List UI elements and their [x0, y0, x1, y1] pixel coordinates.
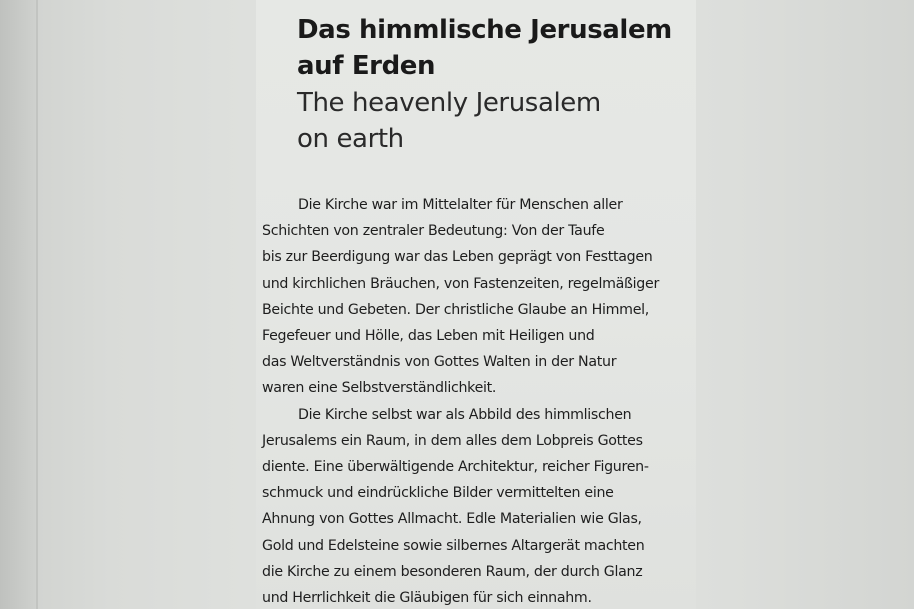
paragraph-2-line: schmuck und eindrückliche Bilder vermittelten eine [262, 485, 614, 502]
paragraph-2-line: Ahnung von Gottes Allmacht. Edle Materialien wie Glas, [262, 511, 642, 528]
title-english [297, 85, 697, 157]
paragraph-1-line: Schichten von zentraler Bedeutung: Von der Taufe [262, 223, 605, 240]
paragraph-1 [262, 192, 692, 402]
paragraph-2-line: und Herrlichkeit die Gläubigen für sich einnahm. [262, 590, 592, 607]
paragraph-1-line: bis zur Beerdigung war das Leben geprägt von Festtagen [262, 249, 653, 266]
paragraph-2 [262, 402, 692, 609]
wall-edge [0, 0, 36, 609]
paragraph-1-line: Beichte und Gebeten. Der christliche Glaube an Himmel, [262, 301, 649, 318]
title-german [297, 12, 697, 84]
paragraph-1-line: das Weltverständnis von Gottes Walten in der Natur [262, 354, 617, 371]
paragraph-2-line: Jerusalems ein Raum, in dem alles dem Lobpreis Gottes [262, 432, 643, 449]
title-german-line-1: Das himmlische Jerusalem [297, 15, 672, 45]
title-german-line-2: auf Erden [297, 51, 436, 81]
paragraph-1-line: waren eine Selbstverständlichkeit. [262, 380, 497, 397]
body-text [262, 192, 692, 609]
paragraph-2-line: diente. Eine überwältigende Architektur, reicher Figuren- [262, 459, 649, 476]
wall-seam [36, 0, 38, 609]
paragraph-2-line: die Kirche zu einem besonderen Raum, der durch Glanz [262, 563, 643, 580]
paragraph-1-line: Fegefeuer und Hölle, das Leben mit Heiligen und [262, 328, 595, 345]
paragraph-2-line: Gold und Edelsteine sowie silbernes Altargerät machten [262, 537, 645, 554]
paragraph-2-line: Die Kirche selbst war als Abbild des himmlischen [298, 406, 632, 423]
title-english-line-2: on earth [297, 124, 404, 154]
title-english-line-1: The heavenly Jerusalem [297, 88, 601, 118]
paragraph-1-line: und kirchlichen Bräuchen, von Fastenzeiten, regelmäßiger [262, 275, 659, 292]
paragraph-1-line: Die Kirche war im Mittelalter für Menschen aller [298, 197, 623, 213]
